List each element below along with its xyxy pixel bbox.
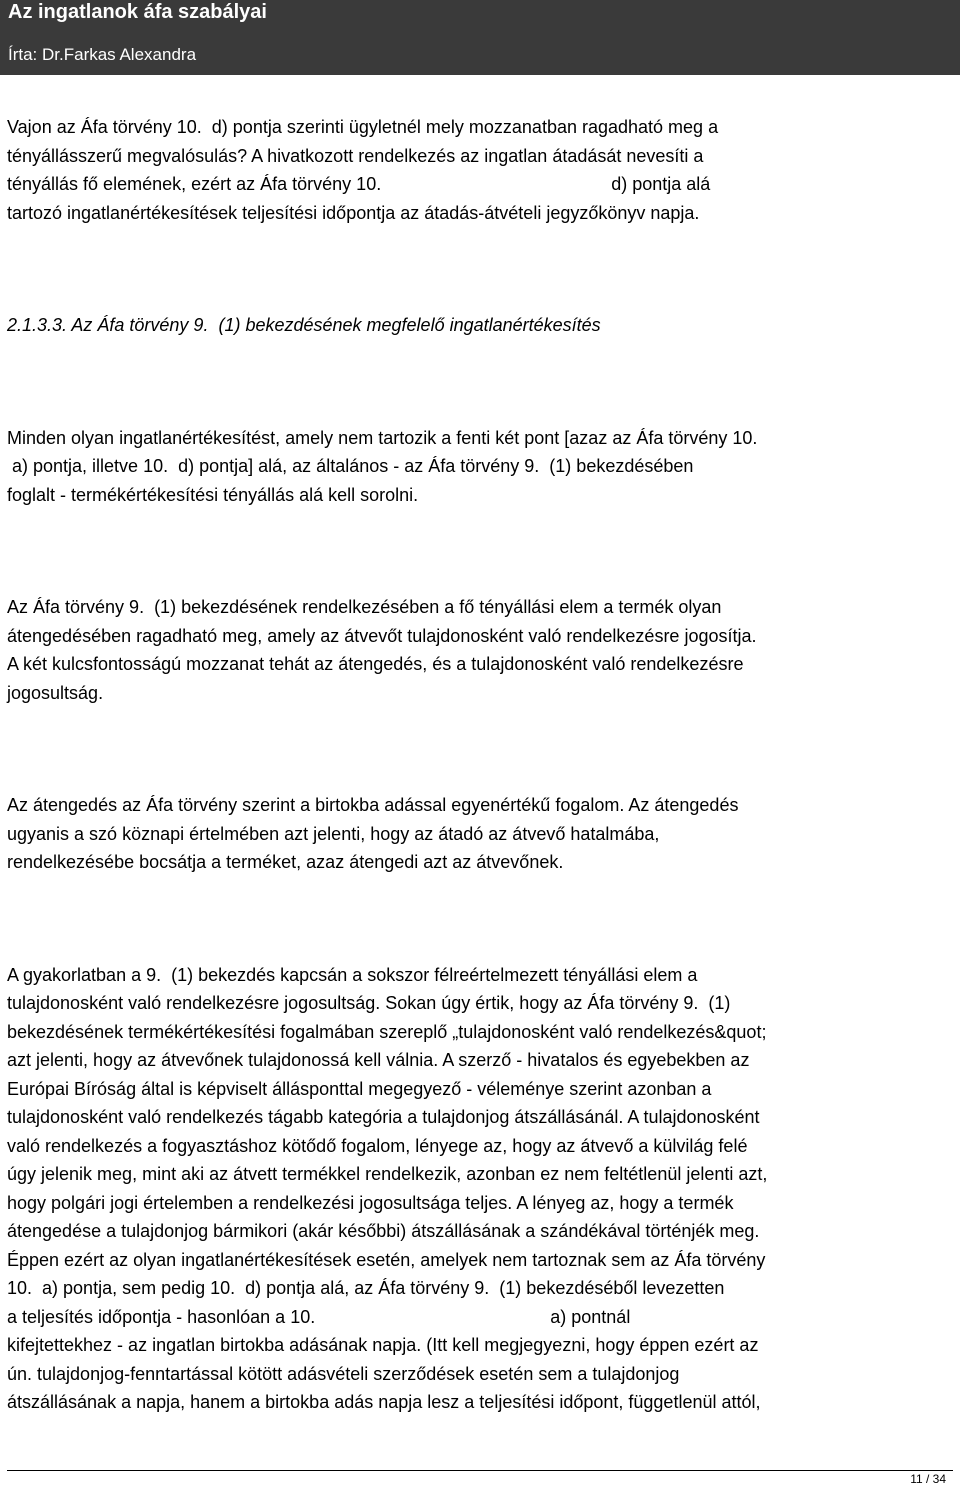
paragraph-p2: [7, 424, 953, 510]
document-title: Az ingatlanok áfa szabályai: [8, 1, 267, 23]
text-line: A két kulcsfontosságú mozzanat tehát az átengedés, és a tulajdonosként való rendelkezésre: [7, 654, 744, 674]
text-line: hogy polgári jogi értelemben a rendelkezési jogosultsága teljes. A lényeg az, hogy a termék: [7, 1192, 734, 1213]
spacer: [7, 877, 953, 961]
text-line: tulajdonosként való rendelkezésre jogosultság. Sokan úgy értik, hogy az Áfa törvény 9. (1): [7, 993, 731, 1013]
text-line: kifejtettekhez - az ingatlan birtokba adásának napja. (Itt kell megjegyezni, hogy éppen ezért az: [7, 1335, 759, 1355]
text-line: átengedése a tulajdonjog bármikori (akár későbbi) átszállásának a szándékával történjék meg.: [7, 1221, 760, 1241]
paragraph-p4: [7, 791, 953, 877]
text-line: átszállásának a napja, hanem a birtokba adás napja lesz a teljesítési időpont, függetlenül attól,: [7, 1392, 761, 1412]
section-heading: [7, 311, 953, 340]
page-number: 11 / 34: [910, 1472, 946, 1486]
section-heading-text: 2.1.3.3. Az Áfa törvény 9. (1) bekezdésének megfelelő ingatlanértékesítés: [7, 315, 601, 335]
text-line: jogosultság.: [7, 682, 104, 703]
paragraph-p3: [7, 593, 953, 707]
spacer: [7, 340, 953, 424]
text-line: tényállásszerű megvalósulás? A hivatkozott rendelkezés az ingatlan átadását nevesíti a: [7, 145, 704, 166]
text-line: átengedésében ragadható meg, amely az átvevőt tulajdonosként való rendelkezésre jogosítja.: [7, 625, 757, 646]
document-author: Írta: Dr.Farkas Alexandra: [8, 45, 197, 64]
text-line: Éppen ezért az olyan ingatlanértékesítések esetén, amelyek nem tartoznak sem az Áfa törvény: [7, 1249, 766, 1270]
text-line: bekezdésének termékértékesítési fogalmában szereplő „tulajdonosként való rendelkezés&quot;: [7, 1021, 767, 1042]
text-line: rendelkezésébe bocsátja a terméket, azaz átengedi azt az átvevőnek.: [7, 852, 564, 872]
text-line: azt jelenti, hogy az átvevőnek tulajdonossá kell válnia. A szerző - hivatalos és egyebekben az: [7, 1050, 750, 1070]
spacer: [7, 707, 953, 791]
text-line: tartozó ingatlanértékesítések teljesítési időpontja az átadás-átvételi jegyzőkönyv napja.: [7, 202, 700, 223]
text-line: a) pontja, illetve 10. d) pontja] alá, az általános - az Áfa törvény 9. (1) bekezdésében: [7, 456, 694, 476]
text-line: a teljesítés időpontja - hasonlóan a 10. a) pontnál: [7, 1306, 631, 1327]
text-line: A gyakorlatban a 9. (1) bekezdés kapcsán a sokszor félreértelmezett tényállási elem a: [7, 964, 698, 985]
text-line: tulajdonosként való rendelkezés tágabb kategória a tulajdonjog átszállásánál. A tulajdonosként: [7, 1107, 760, 1127]
text-line: 10. a) pontja, sem pedig 10. d) pontja alá, az Áfa törvény 9. (1) bekezdéséből levezetten: [7, 1278, 725, 1298]
text-line: ún. tulajdonjog-fenntartással kötött adásvételi szerződések esetén sem a tulajdonjog: [7, 1363, 680, 1384]
footer-divider: [7, 1470, 953, 1471]
text-line: Európai Bíróság által is képviselt állásponttal megegyező - véleménye szerint azonban a: [7, 1078, 712, 1099]
document-header: [0, 0, 960, 75]
text-line: úgy jelenik meg, mint aki az átvett termékkel rendelkezik, azonban ez nem feltétlenül jelenti azt,: [7, 1164, 768, 1184]
text-line: ugyanis a szó köznapi értelmében azt jelenti, hogy az átadó az átvevő hatalmába,: [7, 823, 660, 844]
spacer: [7, 509, 953, 593]
text-line: foglalt - termékértékesítési tényállás alá kell sorolni.: [7, 484, 419, 505]
text-line: Az átengedés az Áfa törvény szerint a birtokba adással egyenértékű fogalom. Az átengedés: [7, 795, 739, 815]
document-body: [7, 113, 953, 1417]
spacer: [7, 227, 953, 311]
text-line: Minden olyan ingatlanértékesítést, amely nem tartozik a fenti két pont [azaz az Áfa törvény 10.: [7, 427, 758, 448]
text-line: tényállás fő elemének, ezért az Áfa törvény 10. d) pontja alá: [7, 174, 711, 194]
paragraph-p1: [7, 113, 953, 227]
text-line: Az Áfa törvény 9. (1) bekezdésének rendelkezésében a fő tényállási elem a termék olyan: [7, 597, 722, 617]
text-line: való rendelkezés a fogyasztáshoz kötődő fogalom, lényege az, hogy az átvevő a külvilág felé: [7, 1135, 748, 1156]
paragraph-p5: [7, 961, 953, 1417]
text-line: Vajon az Áfa törvény 10. d) pontja szerinti ügyletnél mely mozzanatban ragadható meg a: [7, 117, 719, 137]
